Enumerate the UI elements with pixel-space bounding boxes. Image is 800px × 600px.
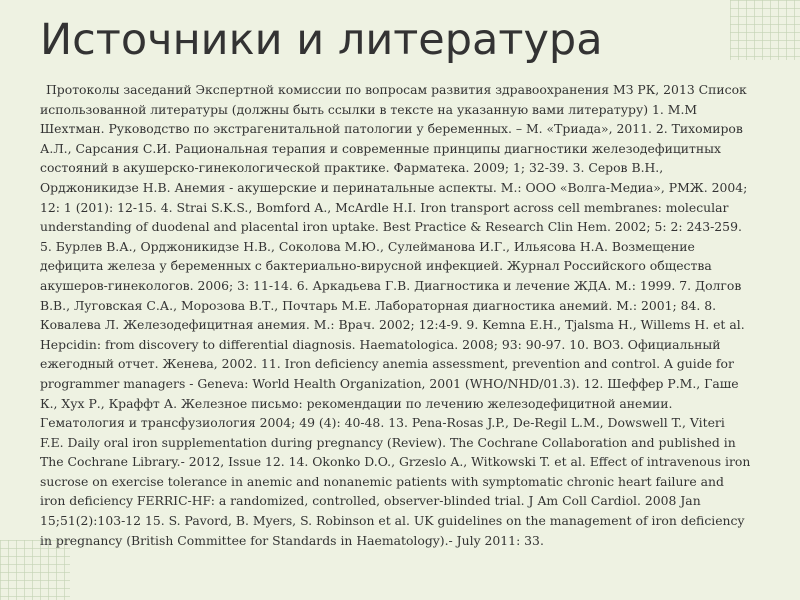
corner-pattern-top-right — [730, 0, 800, 60]
references-text: Протоколы заседаний Экспертной комиссии по вопросам развития здравоохранения МЗ РК, 2013 Список использованной литературы (должны быть ссылки в тексте на указанную вами литературу) 1. М.М Шехтман. Руководство по экстрагенитальной патологии у беременных. – М. «Триада», 2011. 2. Тихомиров А.Л., Сарсания С.И. Рациональная терапия и современные принципы диагностики железодефицитных состояний в акушерско-гинекологической практике. Фарматека. 2009; 1; 32-39. 3. Серов В.Н., Орджоникидзе Н.В. Анемия - акушерские и перинатальные аспекты. М.: ООО «Волга-Медиа», РМЖ. 2004; 12: 1 (201): 12-15. 4. Strai S.K.S., Bomford A., McArdle H.I. Iron transport across cell membranes: molecular understanding of duodenal and placental iron uptake. Best Practice & Research Clin Hem. 2002; 5: 2: 243-259. 5. Бурлев В.А., Орджоникидзе Н.В., Соколова М.Ю., Сулейманова И.Г., Ильясова Н.А. Возмещение дефицита железа у беременных с бактериально-вирусной инфекцией. Журнал Российского общества акушеров-гинекологов. 2006; 3: 11-14. 6. Аркадьева Г.В. Диагностика и лечение ЖДА. М.: 1999. 7. Долгов В.В., Луговская С.А., Морозова В.Т., Почтарь М.Е. Лабораторная диагностика анемий. М.: 2001; 84. 8. Ковалева Л. Железодефицитная анемия. М.: Врач. 2002; 12:4-9. 9. Kemna E.H., Tjalsma H., Willems H. et al. Hepcidin: from discovery to differential diagnosis. Haematologica. 2008; 93: 90-97. 10. ВОЗ. Официальный ежегодный отчет. Женева, 2002. 11. Iron deficiency anemia assessment, prevention and control. A guide for programmer managers - Geneva: World Health Organization, 2001 (WHO/NHD/01.3). 12. Шеффер Р.М., Гаше К., Хух Р., Краффт А. Железное письмо: рекомендации по лечению железодефицитной анемии. Гематология и трансфузиология 2004; 49 (4): 40-48. 13. Pena-Rosas J.P., De-Regil L.M., Dowswell T., Viteri F.E. Daily oral iron supplementation during pregnancy (Review). The Cochrane Collaboration and published in The Cochrane Library.- 2012, Issue 12. 14. Okonko D.O., Grzeslo A., Witkowski T. et al. Effect of intravenous iron sucrose on exercise tolerance in anemic and nonanemic patients with symptomatic chronic heart failure and iron deficiency FERRIC-HF: a randomized, controlled, observer-blinded trial. J Am Coll Cardiol. 2008 Jan 15;51(2):103-12 15. S. Pavord, B. Myers, S. Robinson et al. UK guidelines on the management of iron deficiency in pregnancy (British Committee for Standards in Haematology).- July 2011: 33. — [40, 82, 751, 548]
slide-title: Источники и литература — [40, 15, 603, 65]
